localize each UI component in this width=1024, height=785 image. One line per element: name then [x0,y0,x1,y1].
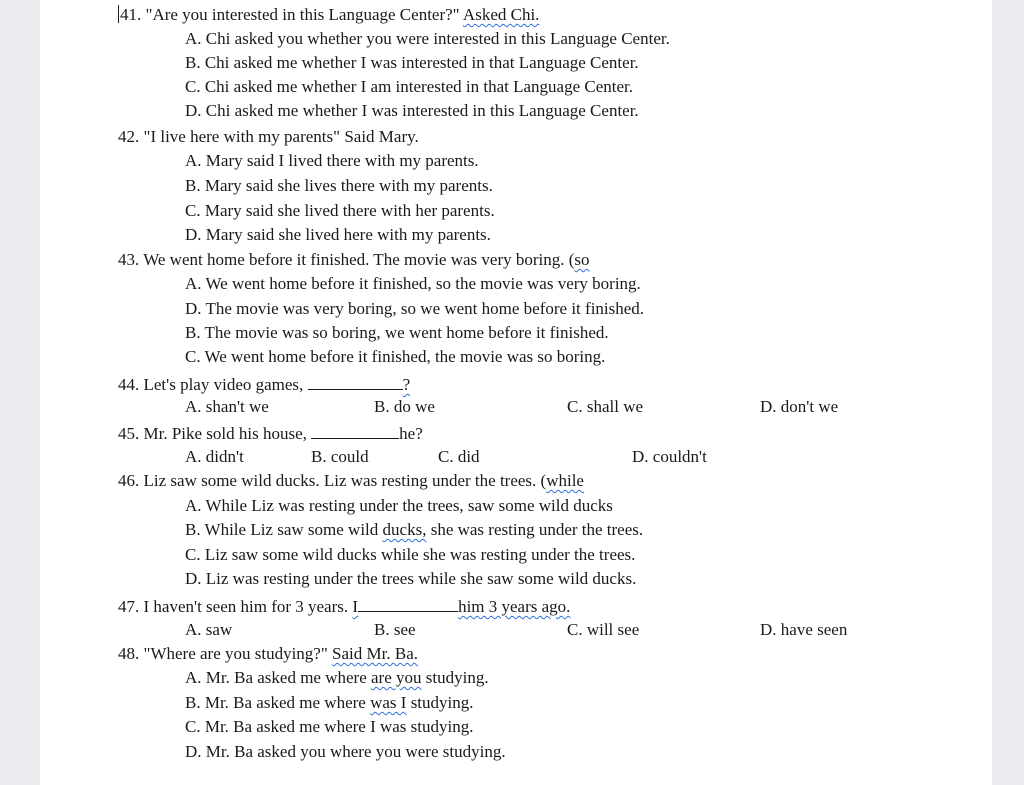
q48-option-a: A. Mr. Ba asked me where are you studying. [185,668,489,687]
q42-option-a: A. Mary said I lived there with my parents. [185,151,479,170]
q41-option-c: C. Chi asked me whether I am interested in that Language Center. [185,77,634,96]
question-41: 41. "Are you interested in this Language Center?" Asked Chi. [120,5,540,24]
q46-option-c: C. Liz saw some wild ducks while she was resting under the trees. [185,545,636,564]
question-42: 42. "I live here with my parents" Said Mary. [118,127,419,146]
answer-blank [311,422,399,439]
question-43: 43. We went home before it finished. The movie was very boring. (so [118,250,590,269]
question-47: 47. I haven't seen him for 3 years. I him 3 years ago. [118,597,571,616]
question-48: 48. "Where are you studying?" Said Mr. Ba. [118,644,418,663]
q46-option-b: B. While Liz saw some wild ducks, she was resting under the trees. [185,520,644,539]
q42-option-b: B. Mary said she lives there with my parents. [185,176,493,195]
q45-option-d: D. couldn't [632,447,707,466]
q48-option-c: C. Mr. Ba asked me where I was studying. [185,717,474,736]
q44-option-b: B. do we [374,397,435,416]
q45-option-a: A. didn't [185,447,244,466]
q48-option-b: B. Mr. Ba asked me where was I studying. [185,693,474,712]
q46-option-d: D. Liz was resting under the trees while she saw some wild ducks. [185,569,637,588]
q45-option-b: B. could [311,447,369,466]
document-page [40,0,992,785]
question-44: 44. Let's play video games, ? [118,375,411,394]
q44-option-c: C. shall we [567,397,644,416]
q43-option-d: D. The movie was very boring, so we went home before it finished. [185,299,645,318]
answer-blank [308,373,403,390]
q45-option-c: C. did [438,447,480,466]
q43-option-a: A. We went home before it finished, so the movie was very boring. [185,274,641,293]
answer-blank [358,595,458,612]
q41-option-a: A. Chi asked you whether you were interested in this Language Center. [185,29,670,48]
q47-option-a: A. saw [185,620,233,639]
q42-option-c: C. Mary said she lived there with her parents. [185,201,495,220]
q43-option-c: C. We went home before it finished, the movie was so boring. [185,347,606,366]
q46-option-a: A. While Liz was resting under the trees, saw some wild ducks [185,496,613,515]
q42-option-d: D. Mary said she lived here with my parents. [185,225,491,244]
q47-option-d: D. have seen [760,620,848,639]
q48-option-d: D. Mr. Ba asked you where you were studying. [185,742,506,761]
question-46: 46. Liz saw some wild ducks. Liz was resting under the trees. (while [118,471,584,490]
q47-option-b: B. see [374,620,416,639]
text-cursor [118,5,119,23]
worksheet [40,0,992,785]
q44-option-a: A. shan't we [185,397,269,416]
q47-option-c: C. will see [567,620,640,639]
q43-option-b: B. The movie was so boring, we went home before it finished. [185,323,609,342]
q44-option-d: D. don't we [760,397,839,416]
q41-option-b: B. Chi asked me whether I was interested in that Language Center. [185,53,639,72]
q41-option-d: D. Chi asked me whether I was interested in this Language Center. [185,101,639,120]
question-45: 45. Mr. Pike sold his house, he? [118,424,423,443]
